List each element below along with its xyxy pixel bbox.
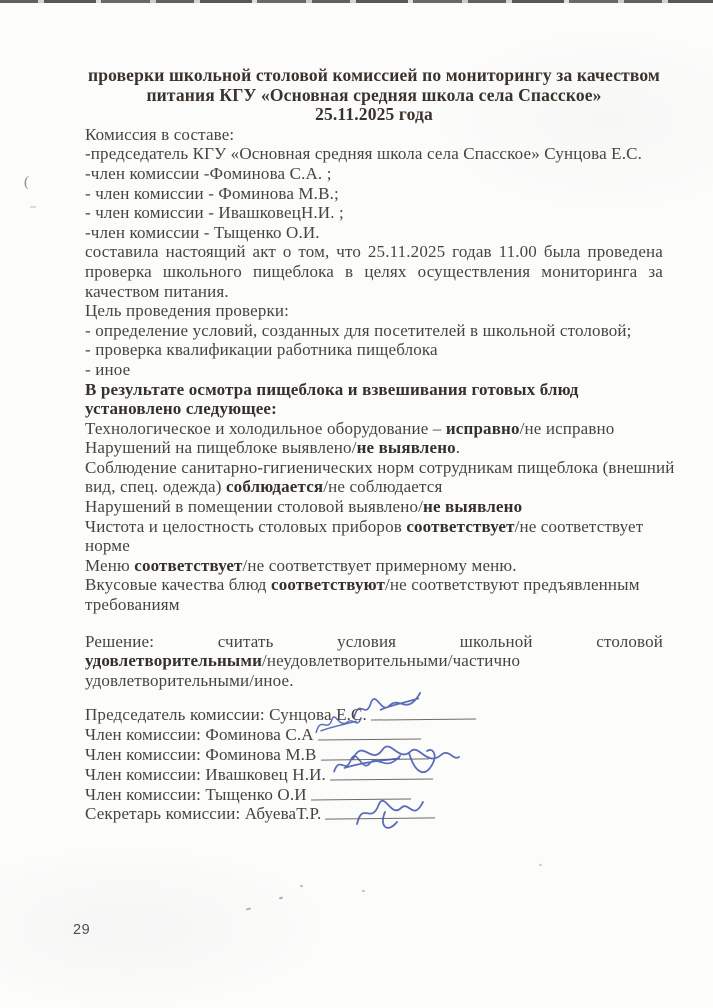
text-segment: /не соответствует <box>514 516 644 536</box>
text-segment: - иное <box>85 359 131 379</box>
text-segment: требованиям <box>85 595 180 615</box>
spacer <box>85 615 663 632</box>
body-line-7 <box>85 262 663 282</box>
emphasized-text: соответствует <box>406 516 515 536</box>
body-line-24 <box>85 595 663 615</box>
body-line-15 <box>85 419 663 439</box>
text-segment: -член комиссии -Фоминова С.А. ; <box>85 163 332 183</box>
body-line-1 <box>85 144 663 164</box>
signature-row-5 <box>85 804 663 824</box>
body-line-13 <box>85 380 663 400</box>
signature-label: Член комиссии: Фоминова М.В <box>85 745 317 764</box>
text-segment: /неудовлетворительными/частично <box>262 651 521 671</box>
signature-underline <box>371 706 476 721</box>
text-segment: Комиссия в составе: <box>85 124 235 144</box>
document-date-line: 25.11.2025 года <box>315 104 433 125</box>
signature-block <box>85 705 663 824</box>
text-segment: Соблюдение санитарно-гигиенических норм сотрудникам пищеблока (внешний <box>85 457 675 477</box>
body-line-12 <box>85 360 663 380</box>
text-segment: - член комиссии - Фоминова М.В.; <box>85 183 339 203</box>
signature-row-1 <box>85 725 663 745</box>
decision-line-2 <box>85 671 663 691</box>
emphasized-text: не выявлено <box>423 497 523 517</box>
body-line-11 <box>85 340 663 360</box>
signature-underline <box>325 805 435 820</box>
text-segment: проверка школьного пищеблока в целях осуществления мониторинга за <box>85 261 663 281</box>
text-segment: - проверка квалификации работника пищеблока <box>85 340 438 360</box>
signature-label: Член комиссии: Фоминова С.А <box>85 725 314 745</box>
body-line-20 <box>85 517 663 537</box>
emphasized-text: соответствует <box>134 555 243 575</box>
text-segment: /не соответствует примерному меню. <box>242 555 517 575</box>
scan-speck <box>362 890 365 892</box>
body-line-3 <box>85 184 663 204</box>
text-segment: Меню <box>85 555 135 575</box>
document-title-line-2: питания КГУ «Основная средняя школа села Спасское» <box>146 84 602 105</box>
scan-speck <box>539 864 543 867</box>
emphasized-text: не выявлено <box>356 438 456 458</box>
body-line-9 <box>85 301 663 321</box>
decision-line-1 <box>85 651 663 671</box>
stray-scan-mark: ( <box>23 173 30 191</box>
body-line-22 <box>85 556 663 576</box>
body-line-17 <box>85 457 675 478</box>
body-line-8 <box>85 282 663 302</box>
signature-row-0 <box>85 705 663 725</box>
body-line-6 <box>85 242 663 262</box>
body-line-23 <box>85 575 663 595</box>
signature-row-2 <box>85 745 663 765</box>
page-number: 29 <box>73 922 91 938</box>
text-segment: Нарушений в помещении столовой выявлено/ <box>85 497 423 517</box>
emphasized-text: В результате осмотра пищеблока и взвешивания готовых блюд <box>85 379 579 399</box>
emphasized-text: соответствуют <box>271 575 386 595</box>
spacer <box>85 690 663 705</box>
text-segment: Вкусовые качества блюд <box>85 575 272 595</box>
body-line-14 <box>85 399 663 419</box>
document-content <box>85 65 675 824</box>
text-segment: . <box>455 438 461 458</box>
text-segment: удовлетворительными/иное. <box>85 670 294 690</box>
text-segment: /не соответствуют предъявленным <box>385 575 640 595</box>
text-segment: вид, спец. одежда) <box>85 477 226 497</box>
signature-row-4 <box>85 785 663 805</box>
signature-underline <box>318 726 421 741</box>
text-segment: /не соблюдается <box>323 477 443 497</box>
body-line-10 <box>85 321 663 341</box>
text-segment: норме <box>85 536 130 556</box>
signature-underline <box>311 785 411 800</box>
signature-label: Председатель комиссии: Сунцова Е.С. <box>85 705 367 725</box>
text-segment: /не исправно <box>519 418 615 438</box>
text-segment: Нарушений на пищеблоке выявлено/ <box>85 438 357 458</box>
signature-label: Секретарь комиссии: АбуеваТ.Р. <box>85 804 322 824</box>
text-segment: Цель проведения проверки: <box>85 301 290 321</box>
scan-speck <box>30 206 36 208</box>
document-title-line-1: проверки школьной столовой комиссией по мониторингу за качеством <box>88 65 660 85</box>
emphasized-text: исправно <box>445 418 520 438</box>
emphasized-text: установлено следующее: <box>85 399 277 419</box>
signature-label: Член комиссии: Тыщенко О.И <box>85 784 307 804</box>
body-line-2 <box>85 164 663 184</box>
scan-speck <box>300 885 303 888</box>
signature-row-3 <box>85 765 663 785</box>
signature-underline <box>320 745 428 760</box>
body-line-18 <box>85 477 663 497</box>
decision-lines <box>85 632 663 691</box>
text-segment: - член комиссии - ИвашковецН.И. ; <box>85 203 344 223</box>
text-segment: -член комиссии - Тыщенко О.И. <box>85 222 320 242</box>
text-segment: составила настоящий акт о том, что 25.11.2025 годав 11.00 была проведена <box>85 242 663 262</box>
text-segment: Решение: считать условия школьной столовой <box>85 631 663 651</box>
text-segment: -председатель КГУ «Основная средняя школа села Спасское» Сунцова Е.С. <box>85 144 643 164</box>
emphasized-text: удовлетворительными <box>85 651 263 671</box>
signature-underline <box>330 765 433 780</box>
text-segment: качеством питания. <box>85 281 229 301</box>
decision-line-0 <box>85 632 663 652</box>
body-line-5 <box>85 223 663 243</box>
body-lines <box>85 124 675 615</box>
text-segment: Технологическое и холодильное оборудование – <box>85 418 446 438</box>
signature-label: Член комиссии: Ивашковец Н.И. <box>85 764 326 784</box>
scan-speck <box>279 896 283 899</box>
scan-speck <box>246 908 251 911</box>
body-line-0 <box>85 125 663 145</box>
body-line-4 <box>85 203 663 223</box>
scan-top-edge-artifact <box>0 0 713 3</box>
body-line-16 <box>85 438 663 458</box>
body-line-19 <box>85 497 663 517</box>
text-segment: - определение условий, созданных для посетителей в школьной столовой; <box>85 320 632 340</box>
emphasized-text: соблюдается <box>225 477 324 497</box>
body-line-21 <box>85 536 663 556</box>
text-segment: Чистота и целостность столовых приборов <box>85 516 407 536</box>
